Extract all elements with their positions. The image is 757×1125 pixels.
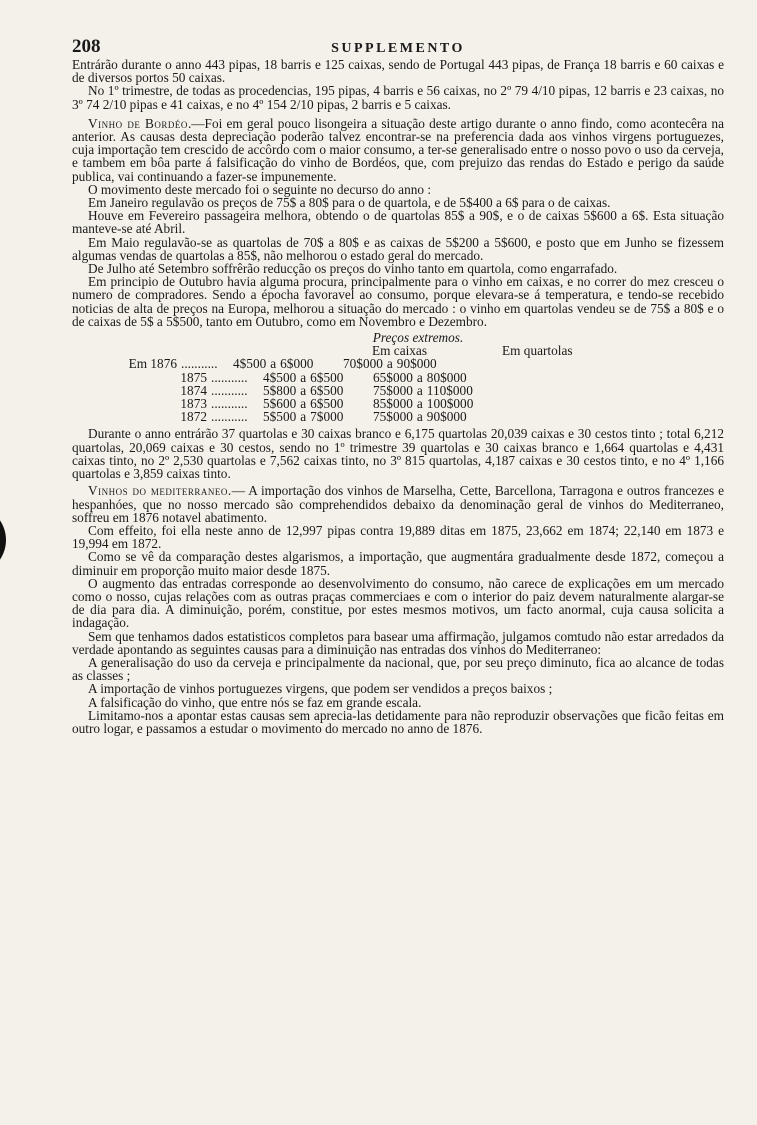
paragraph-mediterraneo-8: Limitamo-nos a apontar estas causas sem aprecia-las detidamente para não reproduzir observações que ficão feitas em outro logar, e passamos a estudar o movimento do mercado no anno de 1876. xyxy=(72,707,724,736)
caixas-to: 7$000 xyxy=(310,409,344,425)
paragraph-bordeo xyxy=(72,117,724,183)
paragraph-mediterraneo-6: A importação de vinhos portuguezes virgens, que podem ser vendidos a preços baixos ; xyxy=(88,681,553,697)
caixas-to: 6$000 xyxy=(280,356,314,372)
document-page xyxy=(72,36,724,735)
paragraph-mediterraneo-1: Com effeito, foi ella neste anno de 12,997 pipas contra 19,889 ditas em 1875, 23,662 em 1874; 22,140 em 1873 e 19,994 em 1872. xyxy=(72,522,724,552)
table-cell-year: 1872 xyxy=(180,409,207,425)
table-caption: Preços extremos. xyxy=(372,330,464,346)
paragraph-bordeo-1: O movimento deste mercado foi o seguinte no decurso do anno : xyxy=(88,181,432,197)
quartolas-to: 90$000 xyxy=(426,409,467,425)
quartolas-to: 110$000 xyxy=(426,382,473,398)
range-separator: a xyxy=(300,382,307,398)
paragraph-mediterraneo-7: A falsificação do vinho, que entre nós se faz em grande escala. xyxy=(88,694,422,710)
quartolas-from: 65$000 xyxy=(373,369,413,385)
caixas-from: 5$800 xyxy=(263,382,297,398)
range-separator: a xyxy=(270,356,277,372)
range-separator: a xyxy=(300,396,307,412)
paragraph-mediterraneo-4: Sem que tenhamos dados estatisticos completos para basear uma affirmação, julgamos comtudo não estar arredados da verdade apontando as seguintes causas para a diminuição nas entradas dos vinhos do Mediterraneo: xyxy=(72,628,724,657)
range-separator: a xyxy=(300,369,307,385)
range-separator: a xyxy=(416,409,423,425)
caixas-from: 4$500 xyxy=(263,369,297,385)
caixas-to: 6$500 xyxy=(310,369,344,385)
table-cell-leader: ........... xyxy=(211,396,248,412)
table-cell-quartolas xyxy=(373,410,521,423)
section-heading-mediterraneo: Vinhos do mediterraneo. xyxy=(88,483,232,499)
paragraph-mediterraneo-2: Como se vê da comparação destes algarismos, a importação, que augmentára gradualmente desde 1872, começou a diminuir em proporção muito maior desde 1875. xyxy=(72,549,724,578)
caixas-from: 4$500 xyxy=(233,356,267,372)
range-separator: a xyxy=(416,382,423,398)
table-cell-year: 1874 xyxy=(180,382,207,398)
column-header-caixas: Em caixas xyxy=(372,343,428,359)
section-heading-bordeo: Vinho de Bordéo xyxy=(88,115,188,131)
range-separator: a xyxy=(416,369,423,385)
paragraph-bordeo-3: Houve em Fevereiro passageira melhora, obtendo o de quartolas 85$ a 90$, e o de caixas 5$600 a 6$. Esta situação manteve-se até Abril. xyxy=(72,208,724,237)
ink-blot-margin xyxy=(0,505,6,575)
caixas-to: 6$500 xyxy=(310,382,344,398)
quartolas-from: 70$000 xyxy=(343,356,383,372)
table-cell-leader: ........... xyxy=(211,369,248,385)
paragraph-after-table: Durante o anno entrárão 37 quartolas e 30 caixas branco e 6,175 quartolas 20,039 caixas e 30 cestos tinto ; total 6,212 quartolas, 20,069 caixas e 30 cestos, sendo no 1º trimestre 39 quartolas e 30 caixas branco e 1,664 quartolas e 4,431 caixas tinto, no 2º 2,530 quartolas e 7,562 caixas tinto, no 3º 815 quartolas, 4,187 caixas e 30 cestos tinto, e no 4º 1,166 quartolas e 3,859 caixas tinto. xyxy=(72,426,724,482)
quartolas-from: 85$000 xyxy=(373,396,413,412)
page-number: 208 xyxy=(72,36,101,57)
quartolas-to: 80$000 xyxy=(426,369,467,385)
running-title: SUPPLEMENTO xyxy=(331,41,465,56)
quartolas-to: 100$000 xyxy=(426,396,474,412)
table-cell-leader: ........... xyxy=(211,382,248,398)
page-header xyxy=(72,36,724,58)
quartolas-from: 75$000 xyxy=(373,409,413,425)
paragraph-mediterraneo-5: A generalisação do uso da cerveja e principalmente da nacional, que, por seu preço diminuto, fica ao alcance de todas as classes ; xyxy=(72,654,724,684)
paragraph-bordeo-5: De Julho até Setembro soffrêrão reducção os preços do vinho tanto em quartola, como engarrafado. xyxy=(88,261,618,277)
table-cell-leader: ........... xyxy=(181,356,218,372)
range-separator: a xyxy=(300,409,307,425)
paragraph-mediterraneo-3: O augmento das entradas corresponde ao desenvolvimento do consumo, não carece de explicações em um mercado como o nosso, cujas relações com as outras praças commerciaes e com o interior do paiz devem naturalmente alargar-se de dia para dia. A diminuição, porém, constitue, por estes mesmos motivos, um facto anormal, cuja causa solicita a indagação. xyxy=(72,575,724,631)
mediterraneo-intro-text: — A importação dos vinhos de Marselha, Cette, Barcellona, Tarragona e outros francezes e hespanhóes, que no nosso mercado são comprehendidos debaixo da denominação geral de vinhos do Mediterraneo, soffreu em 1876 notavel abatimento. xyxy=(72,483,724,525)
caixas-from: 5$600 xyxy=(263,396,297,412)
caixas-from: 5$500 xyxy=(263,409,297,425)
caixas-to: 6$500 xyxy=(310,396,344,412)
table-cell-leader: ........... xyxy=(211,409,248,425)
table-row xyxy=(72,410,724,423)
paragraph-trimestres: No 1º trimestre, de todas as procedencias, 195 pipas, 4 barris e 56 caixas, no 2º 79 4/10 pipas, 12 barris e 23 caixas, no 3º 74 2/10 pipas e 41 caixas, e no 4º 154 2/10 pipas, 2 barris e 5 caixas. xyxy=(72,83,724,112)
paragraph-bordeo-2: Em Janeiro regulavão os preços de 75$ a 80$ para o de quartola, e de 5$400 a 6$ para o de caixas. xyxy=(88,195,611,211)
table-cell-year: 1875 xyxy=(180,369,207,385)
table-cell-quartolas xyxy=(343,357,491,370)
quartolas-from: 75$000 xyxy=(373,382,413,398)
table-cell-caixas xyxy=(263,410,373,423)
price-table xyxy=(72,331,724,423)
bordeo-intro-text: .—Foi em geral pouco lisongeira a situação deste artigo durante o anno findo, como acontecêra na anterior. As causas desta depreciação poderão talvez encontrar-se na preferencia dada aos vinhos virgens portuguezes, cuja importação tem crescido de accôrdo com o maior consumo, a ter-se generalisado entre o nosso povo o uso da cerveja, e tambem em bôa parte á falsificação do vinho de Bordéos, que, com prejuizo das rendas do Estado e perigo da saúde publica, vai continuando a fazer-se impunemente. xyxy=(72,115,724,184)
table-cell-year: 1873 xyxy=(180,396,207,412)
range-separator: a xyxy=(386,356,393,372)
column-header-quartolas: Em quartolas xyxy=(502,343,573,359)
paragraph-mediterraneo xyxy=(72,484,724,524)
quartolas-to: 90$000 xyxy=(396,356,437,372)
paragraph-bordeo-6: Em principio de Outubro havia alguma procura, principalmente para o vinho em caixas, e no correr do mez cresceu o numero de compradores. Sendo a épocha favoravel ao consumo, porque elevara-se á temperatura, e tendo-se recebido noticias de alta de preços na Europa, melhorou a situação do mercado : o vinho em quartolas vendeu se de 75$ a 80$ e o de caixas de 5$ a 5$500, tanto em Outubro, como em Novembro e Dezembro. xyxy=(72,274,724,329)
paragraph-bordeo-4: Em Maio regulavão-se as quartolas de 70$ a 80$ e as caixas de 5$200 a 5$600, e posto que em Junho se fizessem algumas vendas de quartolas a 85$, não melhorou o estado geral do mercado. xyxy=(72,234,724,263)
table-rows xyxy=(72,357,724,423)
paragraph-entradas: Entrárão durante o anno 443 pipas, 18 barris e 125 caixas, sendo de Portugal 443 pipas, de França 18 barris e 60 caixas e de diversos portos 50 caixas. xyxy=(72,57,724,86)
range-separator: a xyxy=(416,396,423,412)
table-cell-year: Em 1876 xyxy=(128,356,177,372)
